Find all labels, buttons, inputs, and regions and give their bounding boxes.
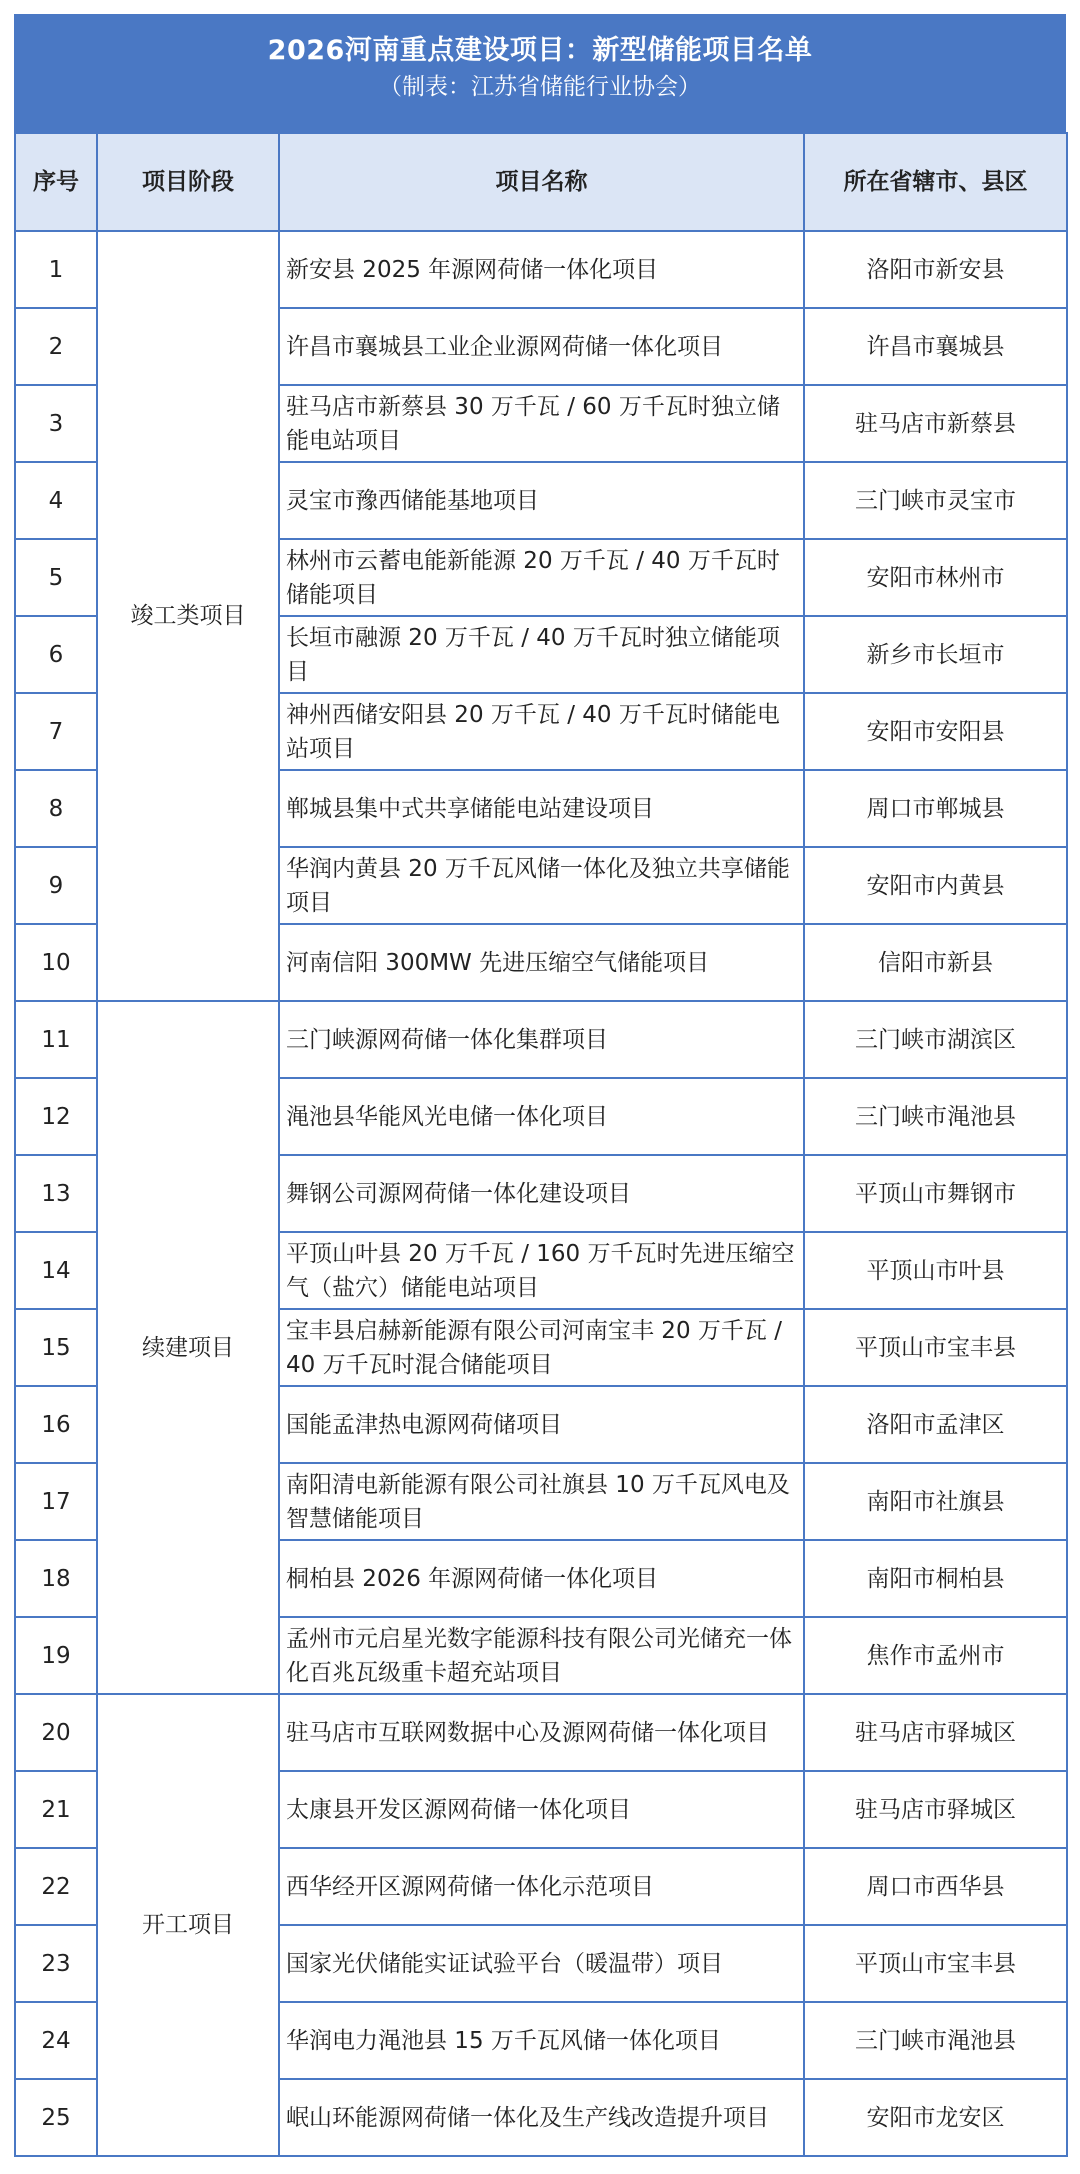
table-body — [15, 231, 1067, 2156]
project-name: 三门峡源网荷储一体化集群项目 — [279, 1001, 804, 1078]
project-location: 平顶山市宝丰县 — [804, 1925, 1067, 2002]
project-location: 洛阳市孟津区 — [804, 1386, 1067, 1463]
project-name: 太康县开发区源网荷储一体化项目 — [279, 1771, 804, 1848]
table-row — [15, 1001, 1067, 1078]
row-number: 1 — [15, 231, 97, 308]
project-location: 焦作市孟州市 — [804, 1617, 1067, 1694]
row-number: 25 — [15, 2079, 97, 2156]
table-row — [15, 231, 1067, 308]
row-number: 3 — [15, 385, 97, 462]
project-name: 桐柏县 2026 年源网荷储一体化项目 — [279, 1540, 804, 1617]
project-location: 安阳市安阳县 — [804, 693, 1067, 770]
project-name: 平顶山叶县 20 万千瓦 / 160 万千瓦时先进压缩空气（盐穴）储能电站项目 — [279, 1232, 804, 1309]
project-name: 林州市云蓄电能新能源 20 万千瓦 / 40 万千瓦时储能项目 — [279, 539, 804, 616]
row-number: 12 — [15, 1078, 97, 1155]
project-name: 驻马店市新蔡县 30 万千瓦 / 60 万千瓦时独立储能电站项目 — [279, 385, 804, 462]
project-location: 驻马店市驿城区 — [804, 1771, 1067, 1848]
project-name: 渑池县华能风光电储一体化项目 — [279, 1078, 804, 1155]
project-name: 神州西储安阳县 20 万千瓦 / 40 万千瓦时储能电站项目 — [279, 693, 804, 770]
project-name: 河南信阳 300MW 先进压缩空气储能项目 — [279, 924, 804, 1001]
project-name: 新安县 2025 年源网荷储一体化项目 — [279, 231, 804, 308]
project-name: 舞钢公司源网荷储一体化建设项目 — [279, 1155, 804, 1232]
project-name: 岷山环能源网荷储一体化及生产线改造提升项目 — [279, 2079, 804, 2156]
project-location: 洛阳市新安县 — [804, 231, 1067, 308]
project-stage: 开工项目 — [97, 1694, 279, 2156]
row-number: 10 — [15, 924, 97, 1001]
project-location: 三门峡市渑池县 — [804, 1078, 1067, 1155]
title-banner — [14, 14, 1066, 132]
project-location: 安阳市龙安区 — [804, 2079, 1067, 2156]
project-location: 平顶山市宝丰县 — [804, 1309, 1067, 1386]
project-name: 许昌市襄城县工业企业源网荷储一体化项目 — [279, 308, 804, 385]
project-location: 三门峡市灵宝市 — [804, 462, 1067, 539]
row-number: 18 — [15, 1540, 97, 1617]
row-number: 4 — [15, 462, 97, 539]
project-name: 华润电力渑池县 15 万千瓦风储一体化项目 — [279, 2002, 804, 2079]
project-location: 驻马店市新蔡县 — [804, 385, 1067, 462]
project-name: 华润内黄县 20 万千瓦风储一体化及独立共享储能项目 — [279, 847, 804, 924]
project-location: 南阳市社旗县 — [804, 1463, 1067, 1540]
project-location: 新乡市长垣市 — [804, 616, 1067, 693]
project-name: 灵宝市豫西储能基地项目 — [279, 462, 804, 539]
row-number: 11 — [15, 1001, 97, 1078]
project-table — [14, 132, 1068, 2157]
row-number: 21 — [15, 1771, 97, 1848]
project-stage: 续建项目 — [97, 1001, 279, 1694]
header-name: 项目名称 — [279, 133, 804, 231]
row-number: 9 — [15, 847, 97, 924]
project-location: 三门峡市渑池县 — [804, 2002, 1067, 2079]
row-number: 6 — [15, 616, 97, 693]
project-name: 西华经开区源网荷储一体化示范项目 — [279, 1848, 804, 1925]
document-title: 2026河南重点建设项目：新型储能项目名单 — [267, 35, 813, 66]
row-number: 23 — [15, 1925, 97, 2002]
row-number: 19 — [15, 1617, 97, 1694]
table-header-row — [15, 133, 1067, 231]
row-number: 22 — [15, 1848, 97, 1925]
project-stage: 竣工类项目 — [97, 231, 279, 1001]
project-name: 郸城县集中式共享储能电站建设项目 — [279, 770, 804, 847]
project-name: 南阳清电新能源有限公司社旗县 10 万千瓦风电及智慧储能项目 — [279, 1463, 804, 1540]
project-location: 信阳市新县 — [804, 924, 1067, 1001]
project-name: 宝丰县启赫新能源有限公司河南宝丰 20 万千瓦 / 40 万千瓦时混合储能项目 — [279, 1309, 804, 1386]
header-stage: 项目阶段 — [97, 133, 279, 231]
document-subtitle: （制表：江苏省储能行业协会） — [379, 74, 701, 100]
row-number: 2 — [15, 308, 97, 385]
project-name: 孟州市元启星光数字能源科技有限公司光储充一体化百兆瓦级重卡超充站项目 — [279, 1617, 804, 1694]
project-location: 周口市西华县 — [804, 1848, 1067, 1925]
row-number: 15 — [15, 1309, 97, 1386]
project-location: 三门峡市湖滨区 — [804, 1001, 1067, 1078]
row-number: 16 — [15, 1386, 97, 1463]
project-location: 安阳市林州市 — [804, 539, 1067, 616]
project-location: 许昌市襄城县 — [804, 308, 1067, 385]
project-list-document — [14, 14, 1066, 2160]
project-name: 驻马店市互联网数据中心及源网荷储一体化项目 — [279, 1694, 804, 1771]
project-location: 平顶山市舞钢市 — [804, 1155, 1067, 1232]
project-name: 国能孟津热电源网荷储项目 — [279, 1386, 804, 1463]
row-number: 7 — [15, 693, 97, 770]
row-number: 8 — [15, 770, 97, 847]
row-number: 14 — [15, 1232, 97, 1309]
project-name: 长垣市融源 20 万千瓦 / 40 万千瓦时独立储能项目 — [279, 616, 804, 693]
row-number: 17 — [15, 1463, 97, 1540]
project-location: 南阳市桐柏县 — [804, 1540, 1067, 1617]
project-location: 周口市郸城县 — [804, 770, 1067, 847]
project-name: 国家光伏储能实证试验平台（暖温带）项目 — [279, 1925, 804, 2002]
row-number: 20 — [15, 1694, 97, 1771]
header-no: 序号 — [15, 133, 97, 231]
header-location: 所在省辖市、县区 — [804, 133, 1067, 231]
row-number: 13 — [15, 1155, 97, 1232]
row-number: 24 — [15, 2002, 97, 2079]
project-location: 平顶山市叶县 — [804, 1232, 1067, 1309]
project-location: 驻马店市驿城区 — [804, 1694, 1067, 1771]
table-row — [15, 1694, 1067, 1771]
project-location: 安阳市内黄县 — [804, 847, 1067, 924]
row-number: 5 — [15, 539, 97, 616]
